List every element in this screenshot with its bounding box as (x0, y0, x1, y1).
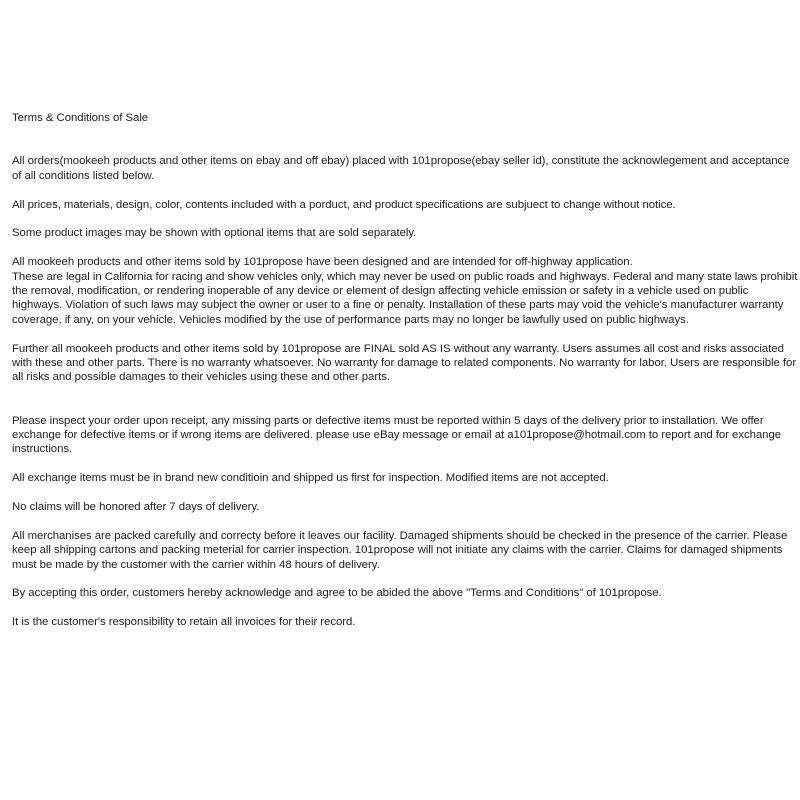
paragraph-shipping-damage: All merchanises are packed carefully and correcty before it leaves our facility. Damaged shipments should be checked in the presence of the carrier. Please keep all shipping cartons and packing meterial for carrier inspection. 101propose will not initiate any claims with the carrier. Claims for damaged shipments must be made by the customer with the carrier within 48 hours of delivery. (12, 529, 788, 571)
paragraph-no-warranty: Further all mookeeh products and other items sold by 101propose are FINAL sold AS IS without any warranty. Users assumes all cost and risks associated with these and other parts. There is no warranty whatsoever. No warranty for damage to related components. No warranty for labor. Users are responsible for all risks and possible damages to their vehicles using these and other parts. (12, 342, 797, 384)
paragraph-claims-deadline: No claims will be honored after 7 days of delivery. (12, 501, 260, 514)
paragraph-inspection: Please inspect your order upon receipt, any missing parts or defective items must be reported within 5 days of the delivery prior to installation. We offer exchange for defective items or if wrong items are delivered. please use eBay message or email at a101propose@hotmail.com to report and for exchange instructions. (12, 414, 782, 456)
paragraph-legal-notice: These are legal in California for racing and show vehicles only, which may never be used on public roads and highways. Federal and many state laws prohibit the removal, modification, or rendering inoperable of any device or element of design affecting vehicle emission or safety in a vehicle used on public highways. Violation of such laws may subject the owner or user to a fine or penalty. Installation of these parts may void the vehicle's manufacturer warranty coverage, if any, on your vehicle. Vehicles modified by the use of performance parts may no longer be lawfully used on public highways. (12, 270, 798, 326)
terms-document (12, 111, 798, 630)
paragraph-invoices: It is the customer's responsibility to retain all invoices for their record. (12, 616, 356, 629)
paragraph-off-highway: All mookeeh products and other items sold by 101propose have been designed and are intended for off-highway application. (12, 256, 633, 269)
paragraph-exchange-condition: All exchange items must be in brand new conditioin and shipped us first for inspection. Modified items are not accepted. (12, 472, 609, 485)
paragraph-agreement: By accepting this order, customers hereby acknowledge and agree to be abided the above "Terms and Conditions" of 101propose. (12, 587, 662, 600)
page-title: Terms & Conditions of Sale (12, 112, 149, 124)
paragraph-optional-items: Some product images may be shown with optional items that are sold separately. (12, 227, 417, 240)
paragraph-acceptance: All orders(mookeeh products and other items on ebay and off ebay) placed with 101propose(ebay seller id), constitute the acknowlegement and acceptance of all conditions listed below. (12, 155, 790, 182)
paragraph-price-changes: All prices, materials, design, color, contents included with a porduct, and product specifications are subjuect to change without notice. (12, 198, 676, 211)
